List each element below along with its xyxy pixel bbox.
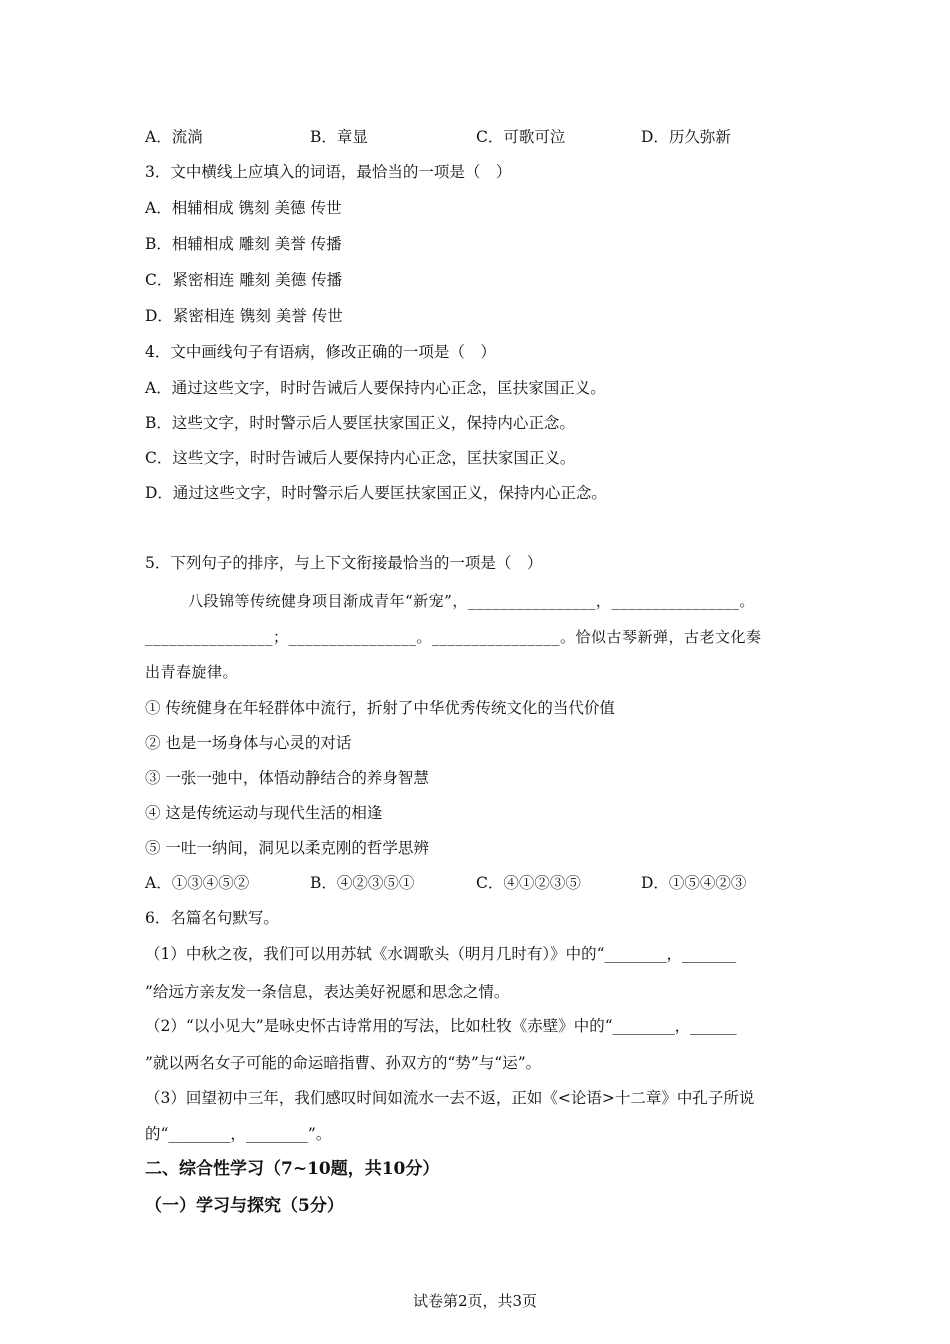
q5-sentence-1: ① 传统健身在年轻群体中流行，折射了中华优秀传统文化的当代价值 [145, 699, 615, 717]
q2-option-c: C．可歌可泣 [476, 128, 566, 146]
q6-line: （1）中秋之夜，我们可以用苏轼《水调歌头（明月几时有）》中的“________，_______ [145, 945, 737, 963]
q5-sentence-4: ④ 这是传统运动与现代生活的相逢 [145, 804, 383, 822]
section-subheading: （一）学习与探究（5分） [145, 1196, 344, 1216]
q4-stem: 4．文中画线句子有语病，修改正确的一项是（ ） [145, 343, 496, 361]
q4-option-b: B．这些文字，时时警示后人要匡扶家国正义，保持内心正念。 [145, 414, 575, 432]
q6-line: ”就以两名女子可能的命运暗指曹、孙双方的“势”与“运”。 [145, 1054, 542, 1072]
q6-stem: 6．名篇名句默写。 [145, 909, 279, 927]
q6-line: （2）“以小见大”是咏史怀古诗常用的写法，比如杜牧《赤壁》中的“________，______ [145, 1017, 737, 1035]
q3-option-c: C．紧密相连 雕刻 美德 传播 [145, 271, 343, 289]
q2-option-a: A．流淌 [145, 128, 203, 146]
page-footer: 试卷第2页，共3页 [412, 1292, 538, 1310]
q5-option-b: B．④②③⑤① [310, 874, 415, 892]
q5-passage-line: 出青春旋律。 [145, 663, 239, 681]
q2-option-b: B．章显 [310, 128, 368, 146]
q5-option-a: A．①③④⑤② [145, 874, 250, 892]
q5-stem: 5．下列句子的排序，与上下文衔接最恰当的一项是（ ） [145, 554, 543, 572]
q5-sentence-5: ⑤ 一吐一纳间，洞见以柔克刚的哲学思辨 [145, 839, 429, 857]
q5-option-d: D．①⑤④②③ [641, 874, 747, 892]
q3-option-d: D．紧密相连 镌刻 美誉 传世 [145, 307, 343, 325]
section-heading: 二、综合性学习（7~10题，共10分） [145, 1159, 440, 1179]
q6-line: （3）回望初中三年，我们感叹时间如流水一去不返，正如《<论语>十二章》中孔子所说 [145, 1089, 755, 1107]
q5-passage-line: ________________；________________。________________。恰似古琴新弹，古老文化奏 [145, 628, 762, 646]
q3-option-b: B．相辅相成 雕刻 美誉 传播 [145, 235, 342, 253]
q5-passage-line: 八段锦等传统健身项目渐成青年“新宠”，________________，________________。 [188, 592, 755, 610]
q5-sentence-3: ③ 一张一弛中，体悟动静结合的养身智慧 [145, 769, 429, 787]
q4-option-c: C．这些文字，时时告诫后人要保持内心正念，匡扶家国正义。 [145, 449, 576, 467]
q4-option-d: D．通过这些文字，时时警示后人要匡扶家国正义，保持内心正念。 [145, 484, 607, 502]
q4-option-a: A．通过这些文字，时时告诫后人要保持内心正念，匡扶家国正义。 [145, 379, 606, 397]
q6-line: 的“________，________”。 [145, 1125, 332, 1143]
q3-option-a: A．相辅相成 镌刻 美德 传世 [145, 199, 342, 217]
q5-sentence-2: ② 也是一场身体与心灵的对话 [145, 734, 352, 752]
q6-line: ”给远方亲友发一条信息，表达美好祝愿和思念之情。 [145, 983, 510, 1001]
q5-option-c: C．④①②③⑤ [476, 874, 581, 892]
q3-stem: 3．文中横线上应填入的词语，最恰当的一项是（ ） [145, 163, 512, 181]
q2-option-d: D．历久弥新 [641, 128, 731, 146]
